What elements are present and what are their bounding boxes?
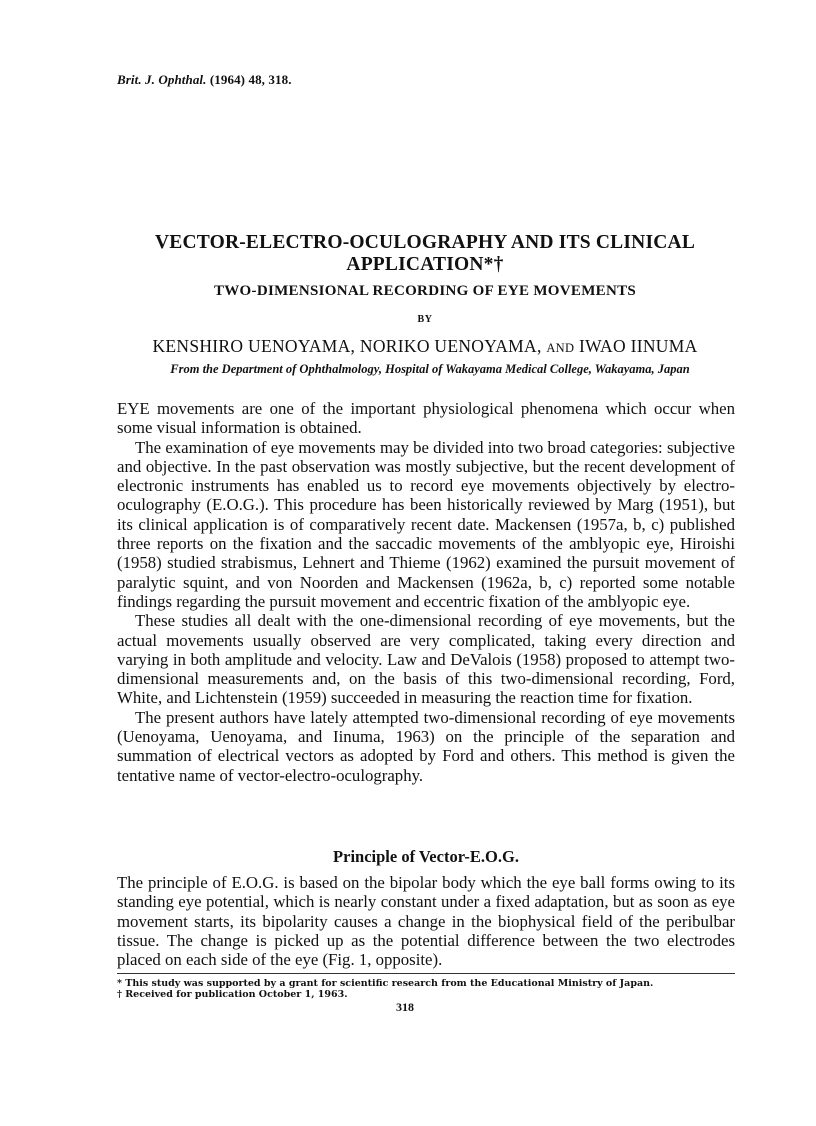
authors-and: AND (546, 341, 575, 355)
principle-body (117, 873, 735, 969)
paragraph: These studies all dealt with the one-dimensional recording of eye movements, but the actual movements usually observed are very complicated, taking every direction and varying in both amplitude and velocity. Law and DeValois (1958) proposed to attempt two-dimensional measurements and, on the basis of this two-dimensional recording, Ford, White, and Lichtenstein (1959) succeeded in measuring the reaction time for fixation. (117, 611, 735, 708)
introduction-body (117, 399, 735, 785)
authors-part2: IWAO IINUMA (579, 336, 698, 356)
authors-part1: KENSHIRO UENOYAMA, NORIKO UENOYAMA, (152, 336, 542, 356)
article-subtitle: TWO-DIMENSIONAL RECORDING OF EYE MOVEMENTS (213, 283, 637, 299)
article-title (120, 232, 730, 276)
footnote-funding: * This study was supported by a grant for scientific research from the Educational Ministry of Japan. (117, 978, 654, 989)
byline-label: BY (417, 314, 433, 325)
paragraph: The present authors have lately attempted two-dimensional recording of eye movements (Uenoyama, Uenoyama, and Iinuma, 1963) on the principle of the separation and summation of electrical vectors as adopted by Ford and others. This method is given the tentative name of vector-electro-oculography. (117, 707, 735, 785)
paragraph-text: movements are one of the important physiological phenomena which occur when some visual information is obtained. (117, 399, 735, 438)
author-list (120, 336, 730, 357)
journal-year: (1964) (209, 72, 246, 87)
footnote-received: † Received for publication October 1, 1963. (117, 989, 348, 1000)
journal-name: Brit. J. Ophthal. (117, 72, 207, 87)
author-affiliation: From the Department of Ophthalmology, Hospital of Wakayama Medical College, Wakayama, Japan (170, 362, 690, 376)
footnotes (117, 978, 653, 1000)
paragraph: The principle of E.O.G. is based on the bipolar body which the eye ball forms owing to its standing eye potential, which is nearly constant under a fixed adaptation, but as soon as eye movement starts, its bipolarity causes a change in the biophysical field of the peribulbar tissue. The change is picked up as the potential difference between the two electrodes placed on each side of the eye (Fig. 1, opposite). (117, 873, 735, 970)
paragraph (117, 399, 735, 438)
footnote-divider (117, 973, 735, 974)
article-title-line1: VECTOR-ELECTRO-OCULOGRAPHY AND ITS CLINICAL (154, 232, 696, 253)
drop-word: EYE (117, 399, 150, 418)
journal-page: 318. (268, 72, 292, 87)
journal-volume: 48, (248, 72, 266, 87)
paragraph: The examination of eye movements may be divided into two broad categories: subjective and objective. In the past observation was mostly subjective, but the recent development of electronic instruments has enabled us to record eye movements objectively by electro-oculography (E.O.G.). This procedure has been historically reviewed by Marg (1951), but its clinical application is of comparatively recent date. Mackensen (1957a, b, c) published three reports on the fixation and the saccadic movements of the amblyopic eye, Hiroishi (1958) studied strabismus, Lehnert and Thieme (1962) examined the pursuit movement of paralytic squint, and von Noorden and Mackensen (1962a, b, c) reported some notable findings regarding the pursuit movement and eccentric fixation of the amblyopic eye. (117, 437, 735, 611)
section-heading: Principle of Vector-E.O.G. (333, 847, 519, 866)
journal-citation (117, 72, 292, 88)
article-title-line2: APPLICATION*† (346, 254, 504, 275)
page-number: 318 (396, 1000, 414, 1014)
